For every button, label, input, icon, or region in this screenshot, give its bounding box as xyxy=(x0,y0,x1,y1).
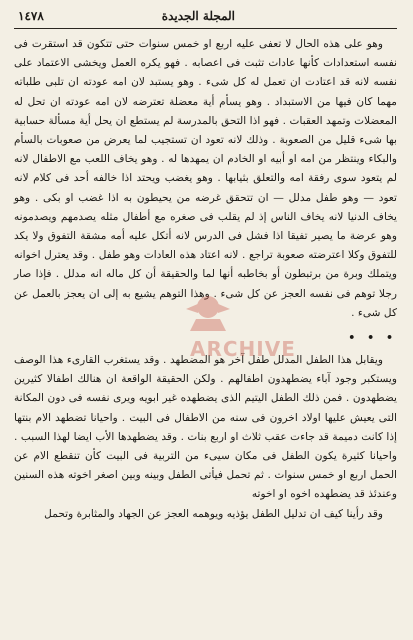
paragraph: ويقابل هذا الطفل المدلل طفل آخر هو المضطهد . وقد يستغرب القارىء هذا الوصف ويستكبر وجود آباء يضطهدون اطفالهم . ولكن الحقيقة الواقعة ان هنالك اطفالا كثيرين يضطهدون . فمن ذلك الطفل اليتيم الذى يضطهده غير ابويه ويرى نفسه فى دون المكانة التى يعيش عليها اولاد اخرون فى سنه من الاطفال فى البيت . واحيانا تضطهد الام بنتها إذا كانت دميمة قد جاءت عقب ثلاث او اربع بنات . وقد يضطهدها الأب ايضا لهذا السبب . واحيانا كثيرة يكون الطفل فى مكان سيىء من التربية فى البيت كأن تنقطع الام عن الحمل اربع او خمس سنوات . ثم تحمل فيأتى الطفل وبينه وبين اصغر اخوته هذه السنين وعندئذ قد يضطهده اخوه او اخوته xyxy=(14,354,397,501)
article-body xyxy=(14,35,397,524)
page-number: ١٤٧٨ xyxy=(18,9,44,23)
journal-title: المجلة الجديدة xyxy=(161,9,235,23)
paragraph: وقد رأينا كيف ان تدليل الطفل يؤذيه ويوهمه العجز عن الجهاد والمثابرة وتحمل xyxy=(44,507,383,520)
watermark-text: ARCHIVE xyxy=(190,337,296,361)
section-separator: • • • xyxy=(348,331,397,345)
paragraph: وهو على هذه الحال لا تعفى عليه اربع او خمس سنوات حتى تتكون قد استقرت فى نفسه استعدادات كأنها عادات تثبت فى اعصابه . فهو يكره العمل ويخشى الاعتماد على نفسه لانه قد اعتادت ان تعمل له كل شىء . وهو يستبد لان امه عودته ان تلبى طلباته مهما كان فيها من الاستبداد . وهو يسأم أية معضلة تعترضه لان امه عودته ان تحل له المعضلات وتمهد العقبات . فهو اذا التحق بالمدرسة لم يستطع ان يحل أية مسألة حسابية بها شىء قليل من الصعوبة . وذلك لانه تعود ان تستجيب لما يعرض من صعوبات بالسأم والبكاء وينتظر من امه او أبيه او الخادم ان يمهدها له . وهو يخاف اللعب مع الاطفال لانه لم يتعود سوى رفقة امه والتعلق بثيابها . وهو يغضب ويحتد اذا خالفه أحد فى كلام لانه تعود — وهو طفل مدلل — ان تتحقق غرضه من يحيطون به اذا غضب او بكى . وهو يخاف الدنيا لانه يخاف الناس إذ لم يقلب فى صغره مع أطفال مثله يصدمهم ويصدمونه وهو عرضة ما يصير تفيقا اذا فشل فى الدرس لانه أتكل عليه أمه مشقة التفوق ولا يكد للتفوق وكلا اعترضته صعوبة تراجع . لانه اعتاد هذه العادات وهو طفل . وقد يعترل اخوانه ويتملك وبرة من برتبطون أو بخاطبه أنها لما والحقيقة أن كل ماله انه مدلل . فإذا صار رجلا توهم فى نفسه العجز عن كل شىء . وهذا التوهم يشيع به إلى ان يعجز بالعمل عن كل شىء . xyxy=(14,38,397,319)
page-header xyxy=(14,8,397,29)
